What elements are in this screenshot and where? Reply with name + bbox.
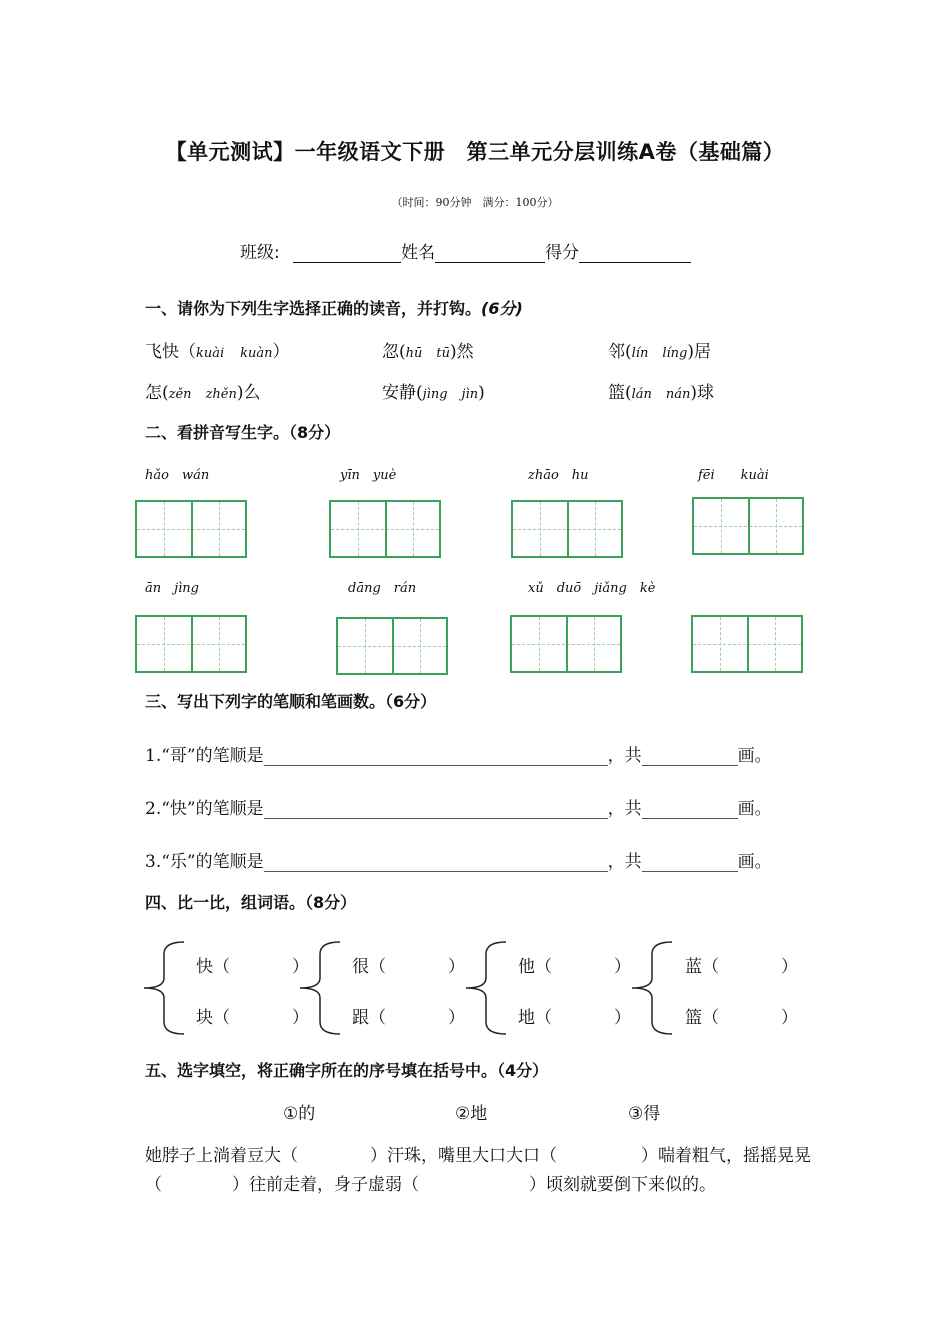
writing-grid[interactable]: [329, 500, 441, 558]
writing-grid[interactable]: [135, 500, 247, 558]
paren-close: ）: [781, 957, 798, 977]
option-a[interactable]: kuài: [196, 346, 225, 361]
char-label: 跟（: [352, 1008, 386, 1028]
word-pair-bottom[interactable]: [196, 1003, 309, 1028]
stroke-count-blank[interactable]: [642, 801, 738, 819]
pinyin-choice-item: [145, 378, 261, 403]
student-info-row: [240, 238, 691, 263]
passage-text: ）往前走着，身子虚弱（: [232, 1175, 419, 1195]
passage-text: ）喘着粗气，摇摇晃晃（: [145, 1146, 811, 1195]
passage-text: ）汗珠，嘴里大口大口（: [370, 1146, 557, 1166]
section-5-heading: 五、选字填空，将正确字所在的序号填在括号中。（4分）: [145, 1061, 549, 1080]
stroke-order-blank[interactable]: [264, 801, 608, 819]
item-text: ）: [272, 342, 290, 362]
item-text: 篮(: [608, 383, 632, 403]
item-text: ): [478, 383, 485, 403]
section-1-heading: [145, 296, 523, 319]
score-label: 得分: [545, 243, 580, 263]
option-b[interactable]: líng: [662, 346, 688, 361]
char-label: 块（: [196, 1008, 230, 1028]
left-brace-icon: [142, 940, 186, 1036]
option-a[interactable]: jìng: [422, 387, 448, 402]
pinyin-choice-item: [608, 378, 714, 403]
pinyin-prompt: zhāo hu: [528, 468, 589, 483]
word-pair-top[interactable]: [685, 952, 798, 977]
item-text: 飞快（: [145, 342, 196, 362]
option-a[interactable]: lín: [631, 346, 649, 361]
stroke-prompt: 2.“快”的笔顺是: [145, 799, 264, 819]
unit-label: 画。: [737, 799, 772, 819]
pinyin-prompt: ān jìng: [145, 581, 200, 596]
choice-option-2: ②地: [455, 1104, 488, 1124]
paren-close: ）: [448, 957, 465, 977]
stroke-prompt: 1.“哥”的笔顺是: [145, 746, 264, 766]
exam-meta: （时间：90分钟 满分：100分）: [391, 196, 559, 209]
pinyin-prompt: yīn yuè: [340, 468, 397, 483]
option-a[interactable]: lán: [631, 387, 652, 402]
char-label: 篮（: [685, 1008, 719, 1028]
pinyin-prompt: xǔ duō jiǎng kè: [528, 581, 656, 596]
stroke-order-line: [145, 794, 772, 819]
option-b[interactable]: zhěn: [205, 387, 237, 402]
choice-option-3: ③得: [628, 1104, 661, 1124]
pinyin-prompt: hǎo wán: [145, 468, 210, 483]
name-label: 姓名: [401, 243, 436, 263]
word-pair-bottom[interactable]: [685, 1003, 798, 1028]
stroke-count-blank[interactable]: [642, 748, 738, 766]
left-brace-icon: [464, 940, 508, 1036]
word-pair-top[interactable]: [196, 952, 309, 977]
paren-close: ）: [781, 1008, 798, 1028]
option-b[interactable]: kuàn: [240, 346, 273, 361]
stroke-count-blank[interactable]: [642, 854, 738, 872]
writing-grid[interactable]: [691, 615, 803, 673]
count-label: ，共: [607, 746, 642, 766]
word-pair-top[interactable]: [518, 952, 631, 977]
count-label: ，共: [607, 799, 642, 819]
word-pair-bottom[interactable]: [352, 1003, 465, 1028]
paren-close: ）: [292, 957, 309, 977]
word-pair-bottom[interactable]: [518, 1003, 631, 1028]
section-1-points: (6分): [481, 299, 523, 318]
char-label: 他（: [518, 957, 552, 977]
stroke-order-line: [145, 847, 772, 872]
class-label: 班级:: [240, 243, 280, 263]
section-3-heading: 三、写出下列字的笔顺和笔画数。（6分）: [145, 692, 437, 711]
item-text: 安静(: [382, 383, 423, 403]
fill-in-passage: [145, 1142, 825, 1200]
option-b[interactable]: tū: [436, 346, 450, 361]
item-text: 邻(: [608, 342, 632, 362]
pinyin-prompt: dāng rán: [348, 581, 417, 596]
pinyin-choice-item: [382, 337, 474, 362]
passage-text: ）顷刻就要倒下来似的。: [529, 1175, 716, 1195]
stroke-order-blank[interactable]: [264, 748, 608, 766]
item-text: 怎(: [145, 383, 169, 403]
passage-text: 她脖子上淌着豆大（: [145, 1146, 298, 1166]
word-pair-top[interactable]: [352, 952, 465, 977]
score-field[interactable]: [579, 244, 691, 263]
paren-close: ）: [614, 1008, 631, 1028]
unit-label: 画。: [737, 852, 772, 872]
name-field[interactable]: [435, 244, 545, 263]
section-1-title: 一、请你为下列生字选择正确的读音，并打钩。: [145, 299, 482, 318]
writing-grid[interactable]: [692, 497, 804, 555]
class-field[interactable]: [293, 244, 401, 263]
item-text: )然: [450, 342, 474, 362]
option-a[interactable]: hū: [405, 346, 423, 361]
stroke-order-blank[interactable]: [264, 854, 608, 872]
pinyin-choice-item: [608, 337, 711, 362]
page-title: 【单元测试】一年级语文下册 第三单元分层训练A卷（基础篇）: [165, 140, 785, 164]
char-label: 快（: [196, 957, 230, 977]
writing-grid[interactable]: [336, 617, 448, 675]
paren-close: ）: [448, 1008, 465, 1028]
item-text: )么: [236, 383, 261, 403]
item-text: )球: [690, 383, 715, 403]
option-b[interactable]: jìn: [461, 387, 479, 402]
item-text: 忽(: [382, 342, 406, 362]
choice-option-1: ①的: [283, 1104, 316, 1124]
unit-label: 画。: [737, 746, 772, 766]
writing-grid[interactable]: [511, 500, 623, 558]
option-b[interactable]: nán: [665, 387, 691, 402]
char-label: 很（: [352, 957, 386, 977]
pinyin-choice-item: [145, 337, 290, 362]
left-brace-icon: [630, 940, 674, 1036]
pinyin-choice-item: [382, 378, 485, 403]
paren-close: ）: [292, 1008, 309, 1028]
count-label: ，共: [607, 852, 642, 872]
writing-grid[interactable]: [135, 615, 247, 673]
stroke-order-line: [145, 741, 772, 766]
char-label: 蓝（: [685, 957, 719, 977]
item-text: )居: [687, 342, 711, 362]
paren-close: ）: [614, 957, 631, 977]
writing-grid[interactable]: [510, 615, 622, 673]
char-label: 地（: [518, 1008, 552, 1028]
section-2-heading: 二、看拼音写生字。（8分）: [145, 423, 341, 442]
option-a[interactable]: zěn: [168, 387, 192, 402]
pinyin-prompt: fēi kuài: [698, 468, 769, 483]
section-4-heading: 四、比一比，组词语。（8分）: [145, 893, 357, 912]
stroke-prompt: 3.“乐”的笔顺是: [145, 852, 264, 872]
